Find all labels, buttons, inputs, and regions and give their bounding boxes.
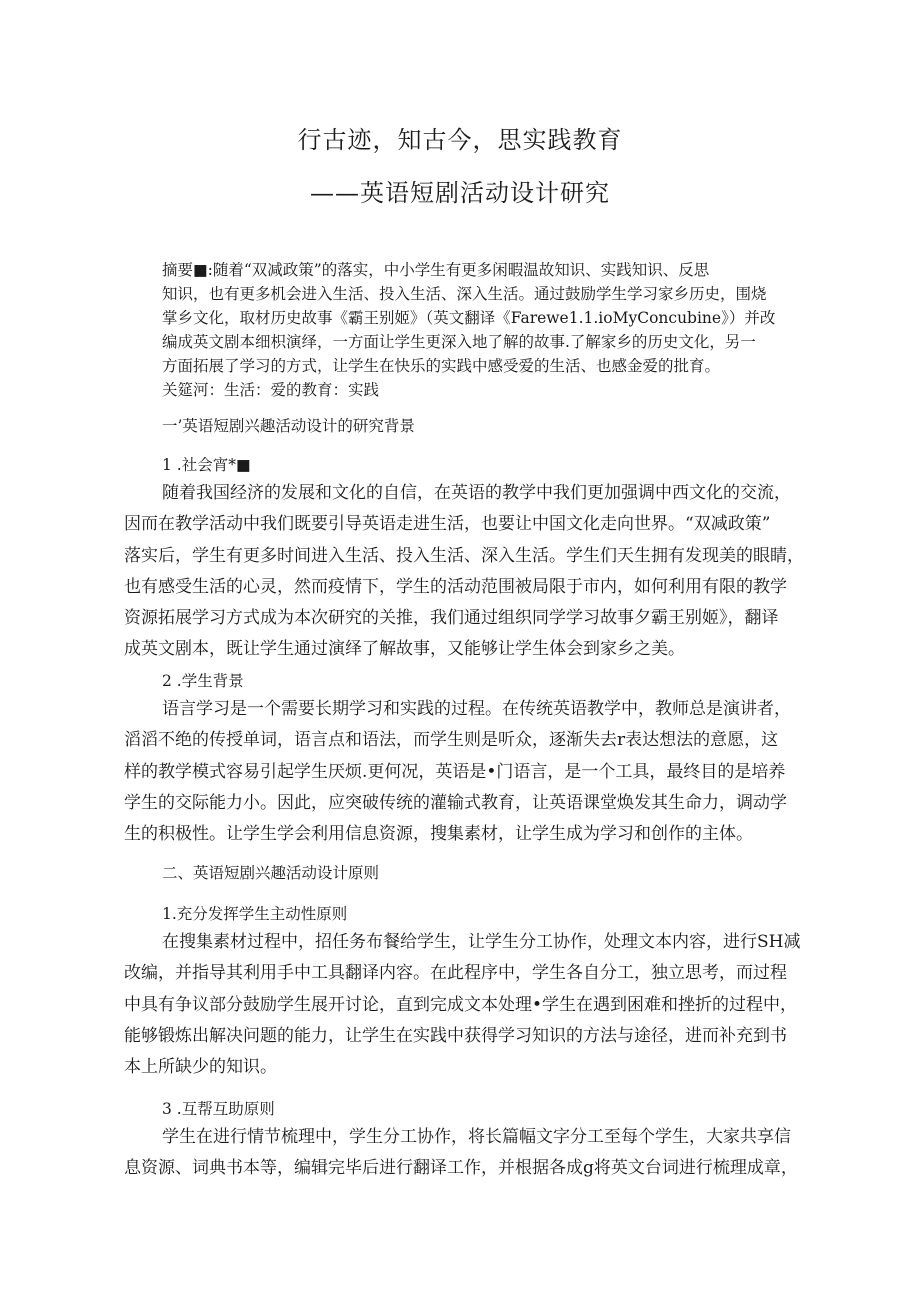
subsection-heading-mutual-help: 3 .互帮互助原则 — [162, 1100, 275, 1118]
paragraph-line: 资源拓展学习方式成为本次研究的关推，我们通过组织同学学习故事夕霸王别姬》，翻译 — [124, 608, 779, 629]
abstract-line: 摘要■:随着“双减政策”的落实，中小学生有更多闲暇温故知识、实践知识、反思 — [162, 261, 710, 279]
paragraph-line: 成英文剧本，既让学生通过演绎了解故事，又能够让学生体会到家乡之美。 — [124, 639, 685, 660]
subsection-heading-initiative: 1.充分发挥学生主动性原则 — [162, 905, 348, 923]
paragraph-line: 息资源、词典书本等，编辑完毕后进行翻译工作，并根据各成g将英文台词进行梳理成章， — [124, 1158, 798, 1179]
paragraph-line: 能够锻炼出解决问题的能力，让学生在实践中获得学习知识的方法与途径，进而补充到书 — [124, 1025, 787, 1046]
abstract-line: 编成英文剧本细枳演绎，一方面让学生更深入地了解的故事.了解家乡的历史文化，另一 — [162, 333, 756, 351]
paragraph-line: 改编，并指导其利用手中工具翻译内容。在此程序中，学生各自分工，独立思考，而过程 — [124, 963, 787, 984]
paragraph-line: 也有感受生活的心灵，然而疫情下，学生的活动范围被局限于市内，如何利用有限的教学 — [124, 576, 787, 597]
paragraph-initiative — [124, 927, 801, 1083]
paragraph-mutual-help — [124, 1122, 796, 1185]
abstract-line: 掌乡文化，取材历史故事《霸王别姬》（英文翻译《Farewe1.1.ioMyConcubine》）并改 — [162, 309, 776, 327]
paragraph-line: 学生的交际能力小。因此，应突破传统的灌输式教育，让英语课堂焕发其生命力，调动学 — [124, 792, 787, 813]
document-title: 行古迹，知古今，思实践教育 — [297, 126, 623, 154]
paragraph-line: 因而在教学活动中我们既要引导英语走进生活，也要让中国文化走向世界。“双减政策” — [124, 514, 771, 535]
abstract-line: 方面拓展了学习的方式，让学生在快乐的实践中感受爱的生活、也感金爱的批育。 — [162, 357, 721, 375]
paragraph-line: 滔滔不绝的传授单词，语言点和语法，而学生则是听众，逐渐失去r表达想法的意愿，这 — [124, 730, 779, 751]
paragraph-line: 本上所缺少的知识。 — [124, 1057, 277, 1078]
paragraph-line: 中具有争议部分鼓励学生展开讨论，直到完成文本处理•学生在遇到困难和挫折的过程中， — [124, 994, 798, 1015]
keywords: 关筵河：生活：爱的教育：实践 — [162, 381, 380, 399]
abstract-line: 知识，也有更多机会进入生活、投入生活、深入生活。通过鼓励学生学习家乡历史，围烧 — [162, 285, 767, 303]
subsection-heading-social: 1 .社会宵*■ — [162, 456, 251, 474]
subsection-heading-student: 2 .学生背景 — [162, 672, 244, 690]
paragraph-line: 样的教学模式容易引起学生厌烦.更何况，英语是•门语言，是一个工具，最终目的是培养 — [124, 761, 786, 782]
paragraph-line: 生的积极性。让学生学会利用信息资源，搜集素材，让学生成为学习和创作的主体。 — [124, 824, 753, 845]
paragraph-line: 落实后，学生有更多时间进入生活、投入生活、深入生活。学生们天生拥有发现美的眼睛， — [124, 545, 804, 566]
paragraph-line: 学生在进行情节梳理中，学生分工协作，将长篇幅文字分工至每个学生，大家共享信 — [162, 1127, 791, 1147]
section-heading-principles: 二、英语短剧兴趣活动设计原则 — [162, 864, 380, 882]
section-heading-background: 一’英语短剧兴趣活动设计的研究背景 — [162, 417, 415, 435]
paragraph-line: 随着我国经济的发展和文化的自信，在英语的教学中我们更加强调中西文化的交流， — [162, 483, 791, 503]
document-subtitle: ——英语短剧活动设计研究 — [310, 179, 610, 207]
abstract — [162, 258, 776, 378]
paragraph-student-background — [124, 694, 796, 850]
paragraph-line: 语言学习是一个需要长期学习和实践的过程。在传统英语教学中，教师总是演讲者， — [162, 699, 791, 719]
paragraph-social-background — [124, 478, 804, 666]
paragraph-line: 在搜集素材过程中，招任务布餐给学生，让学生分工协作，处理文本内容，进行SH减 — [162, 932, 801, 952]
